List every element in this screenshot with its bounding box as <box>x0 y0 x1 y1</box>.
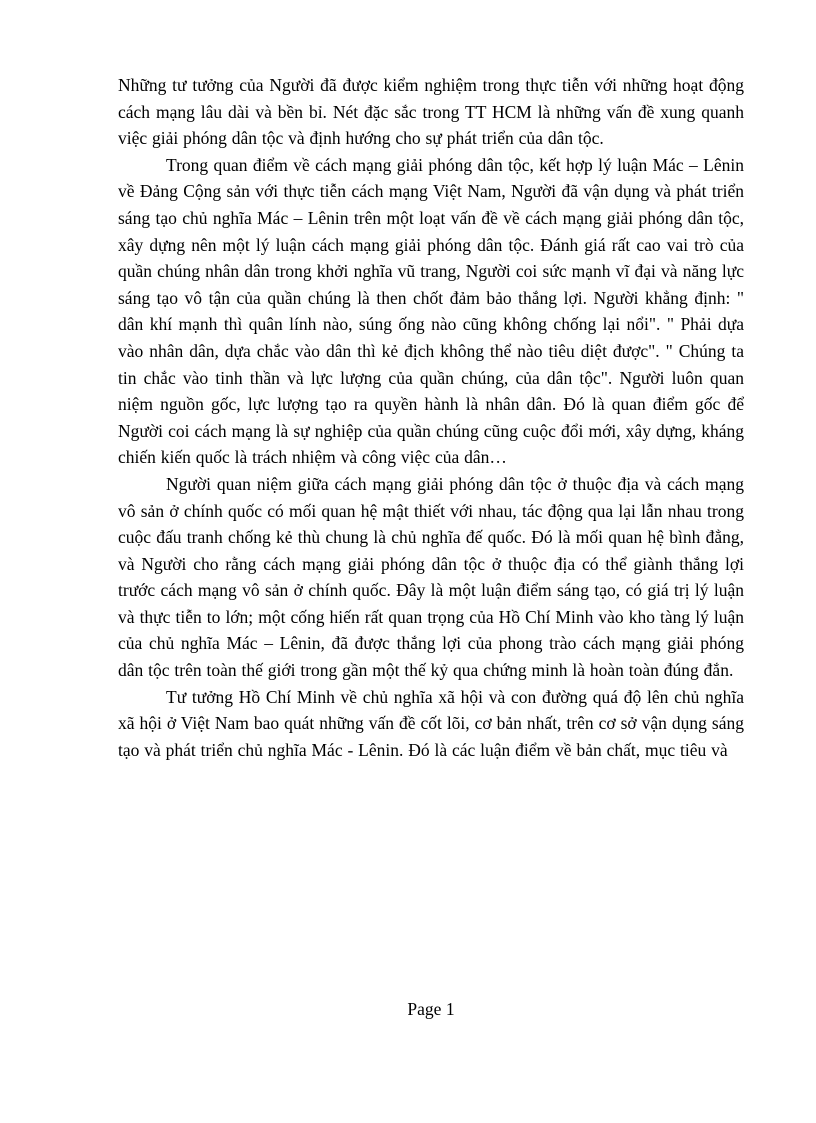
paragraph-1: Những tư tưởng của Người đã được kiểm nghiệm trong thực tiễn với những hoạt động cách mạng lâu dài và bền bỉ. Nét đặc sắc trong TT HCM là những vấn đề xung quanh việc giải phóng dân tộc và định hướng cho sự phát triển của dân tộc. <box>118 75 744 149</box>
page-number: Page 1 <box>407 999 455 1019</box>
document-page <box>118 72 744 763</box>
paragraph-4: Tư tưởng Hồ Chí Minh về chủ nghĩa xã hội và con đường quá độ lên chủ nghĩa xã hội ở Việt Nam bao quát những vấn đề cốt lõi, cơ bản nhất, trên cơ sở vận dụng sáng tạo và phát triển chủ nghĩa Mác - Lênin. Đó là các luận điểm về bản chất, mục tiêu và <box>118 686 744 760</box>
page-footer <box>0 997 816 1021</box>
paragraph-2: Trong quan điểm về cách mạng giải phóng dân tộc, kết hợp lý luận Mác – Lênin về Đảng Cộng sản với thực tiễn cách mạng Việt Nam, Người đã vận dụng và phát triển sáng tạo chủ nghĩa Mác – Lênin trên một loạt vấn đề về cách mạng giải phóng dân tộc, xây dựng nên một lý luận cách mạng giải phóng dân tộc. Đánh giá rất cao vai trò của quần chúng nhân dân trong khởi nghĩa vũ trang, Người coi sức mạnh vĩ đại và năng lực sáng tạo vô tận của quần chúng là then chốt đảm bảo thắng lợi. Người khẳng định: " dân khí mạnh thì quân lính nào, súng ống nào cũng không chống lại nổi". " Phải dựa vào nhân dân, dựa chắc vào dân thì kẻ địch không thể nào tiêu diệt được". " Chúng ta tin chắc vào tinh thần và lực lượng của quần chúng, của dân tộc". Người luôn quan niệm nguồn gốc, lực lượng tạo ra quyền hành là nhân dân. Đó là quan điểm gốc để Người coi cách mạng là sự nghiệp của quần chúng cũng cuộc đổi mới, xây dựng, kháng chiến kiến quốc là trách nhiệm và công việc của dân… <box>118 154 744 468</box>
paragraph-3: Người quan niệm giữa cách mạng giải phóng dân tộc ở thuộc địa và cách mạng vô sản ở chính quốc có mối quan hệ mật thiết với nhau, tác động qua lại lẫn nhau trong cuộc đấu tranh chống kẻ thù chung là chủ nghĩa đế quốc. Đó là mối quan hệ bình đẳng, và Người cho rằng cách mạng giải phóng dân tộc ở thuộc địa có thể giành thắng lợi trước cách mạng vô sản ở chính quốc. Đây là một luận điểm sáng tạo, có giá trị lý luận và thực tiễn to lớn; một cống hiến rất quan trọng của Hồ Chí Minh vào kho tàng lý luận của chủ nghĩa Mác – Lênin, đã được thắng lợi của phong trào cách mạng giải phóng dân tộc trên toàn thế giới trong gần một thế kỷ qua chứng minh là hoàn toàn đúng đắn. <box>118 473 744 681</box>
